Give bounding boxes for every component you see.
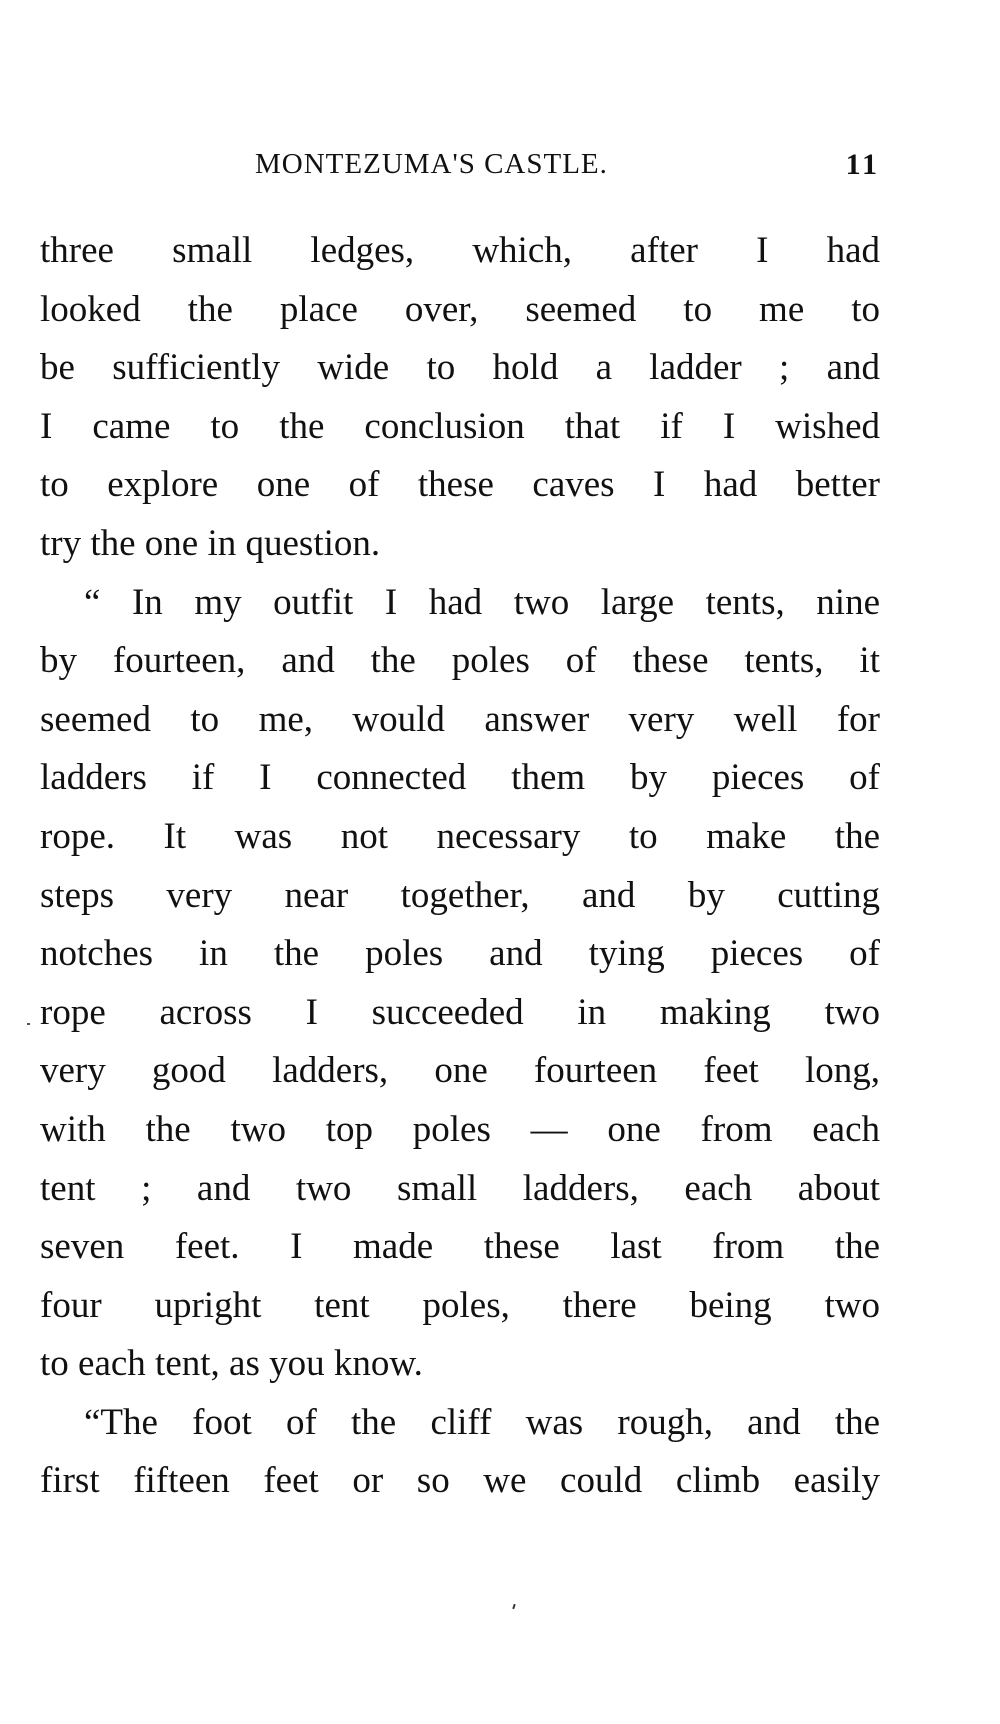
page-number: 11 [845,148,880,181]
text-line: rope across I succeeded in making two [40,991,880,1033]
chapter-title: MONTEZUMA'S CASTLE. [255,148,608,180]
text-line: three small ledges, which, after I had [40,230,880,271]
text-line: by fourteen, and the poles of these tents, it [40,640,880,682]
text-line: steps very near together, and by cutting [40,874,880,916]
body-text [40,222,880,1511]
text-line: notches in the poles and tying pieces of [40,933,880,975]
text-line: first fifteen feet or so we could climb easily [40,1460,880,1502]
margin-speck [27,1023,30,1025]
ink-speck [512,1604,515,1609]
text-line: rope. It was not necessary to make the [40,815,880,857]
text-line: seven feet. I made these last from the [40,1226,880,1268]
paragraph-start-line: “ In my outfit I had two large tents, nine [84,581,880,623]
text-line: seemed to me, would answer very well for [40,698,880,740]
text-line: be sufficiently wide to hold a ladder ; and [40,347,880,389]
text-line: to explore one of these caves I had better [40,464,880,506]
text-line: very good ladders, one fourteen feet long, [40,1050,880,1092]
text-line: with the two top poles — one from each [40,1108,880,1150]
paragraph-start-line: “The foot of the cliff was rough, and the [84,1401,880,1443]
text-line: four upright tent poles, there being two [40,1284,880,1326]
text-line: tent ; and two small ladders, each about [40,1167,880,1209]
text-line: I came to the conclusion that if I wished [40,405,880,447]
text-line: looked the place over, seemed to me to [40,288,880,330]
running-head [40,148,880,188]
paragraph-end-line: try the one in question. [40,522,381,564]
paragraph-end-line: to each tent, as you know. [40,1343,423,1385]
text-line: ladders if I connected them by pieces of [40,757,880,799]
